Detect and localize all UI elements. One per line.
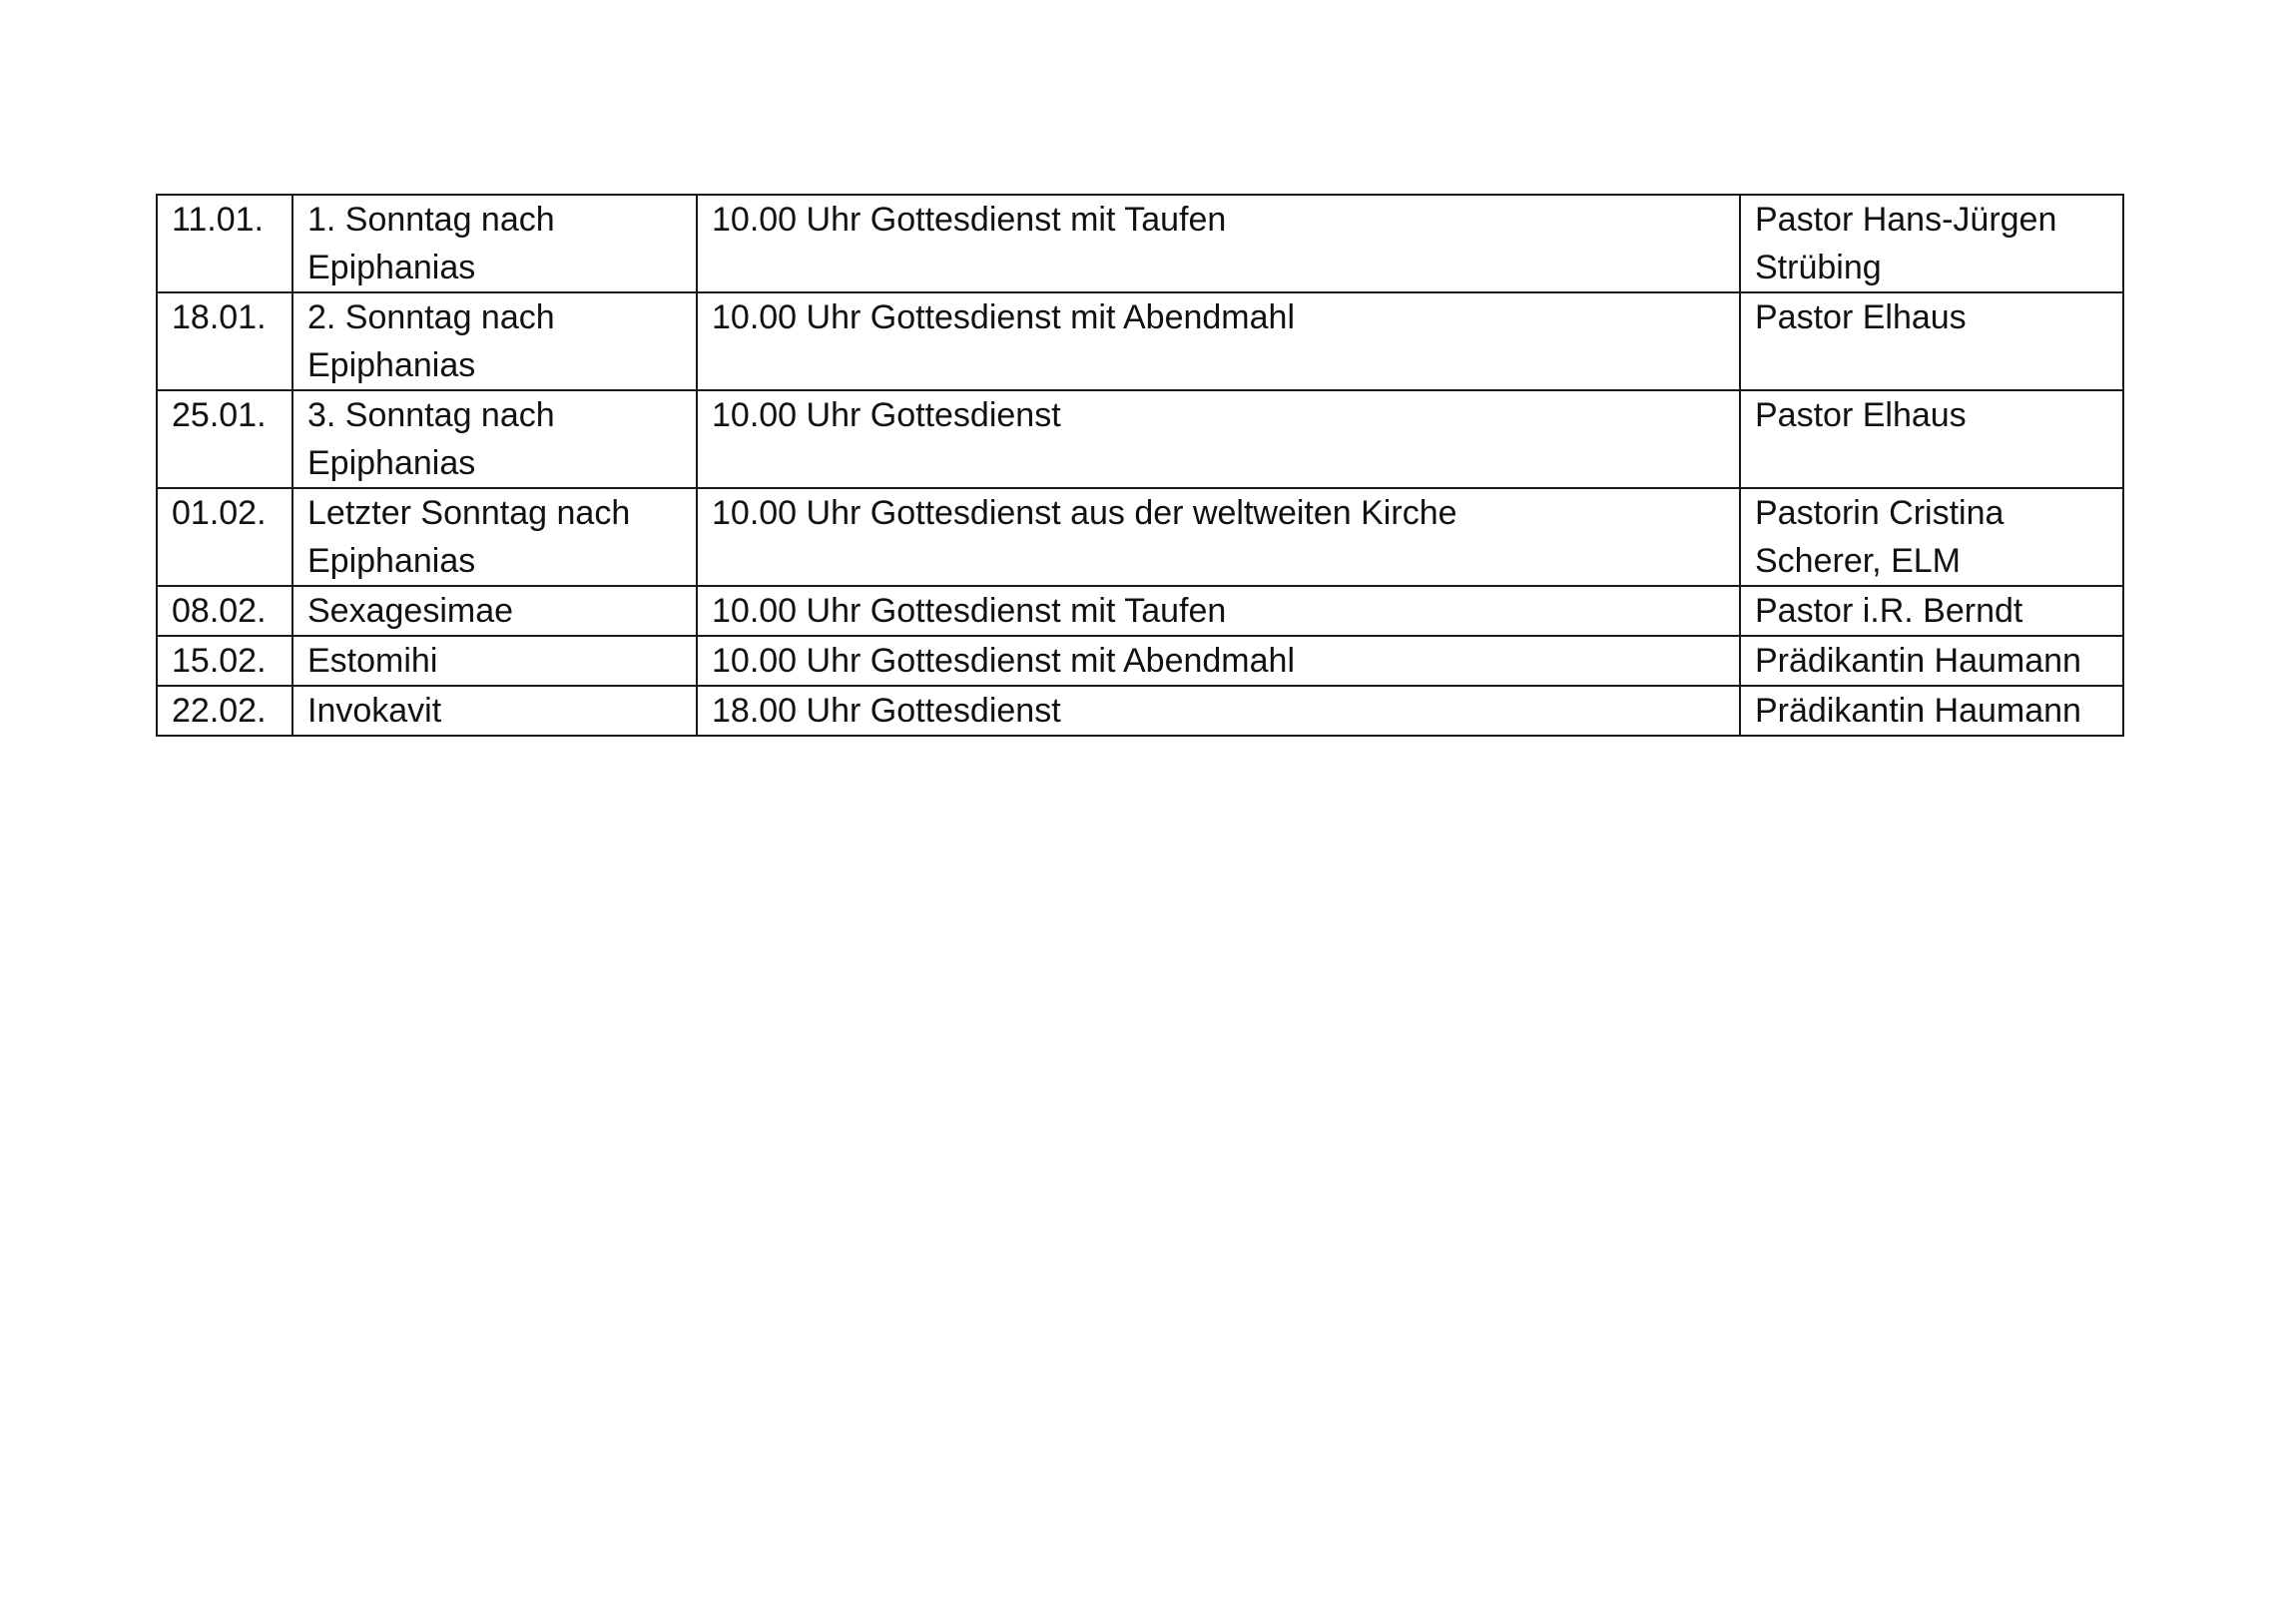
table-row xyxy=(157,195,2123,292)
sunday-name-cell: 1. Sonntag nach Epiphanias xyxy=(292,195,697,292)
service-cell: 18.00 Uhr Gottesdienst xyxy=(697,686,1740,736)
sunday-name-cell: 2. Sonntag nach Epiphanias xyxy=(292,292,697,390)
date-cell: 18.01. xyxy=(157,292,292,390)
service-cell: 10.00 Uhr Gottesdienst mit Abendmahl xyxy=(697,636,1740,686)
service-cell: 10.00 Uhr Gottesdienst xyxy=(697,390,1740,488)
pastor-cell: Pastor Elhaus xyxy=(1740,292,2123,390)
table-row xyxy=(157,390,2123,488)
date-cell: 25.01. xyxy=(157,390,292,488)
sunday-name-cell: 3. Sonntag nach Epiphanias xyxy=(292,390,697,488)
table-row xyxy=(157,636,2123,686)
sunday-name-cell: Estomihi xyxy=(292,636,697,686)
table-row xyxy=(157,686,2123,736)
service-cell: 10.00 Uhr Gottesdienst mit Taufen xyxy=(697,586,1740,636)
sunday-name-cell: Letzter Sonntag nach Epiphanias xyxy=(292,488,697,586)
date-cell: 22.02. xyxy=(157,686,292,736)
table-row xyxy=(157,586,2123,636)
table-row xyxy=(157,292,2123,390)
table-row xyxy=(157,488,2123,586)
date-cell: 01.02. xyxy=(157,488,292,586)
date-cell: 08.02. xyxy=(157,586,292,636)
pastor-cell: Prädikantin Haumann xyxy=(1740,636,2123,686)
pastor-cell: Prädikantin Haumann xyxy=(1740,686,2123,736)
pastor-cell: Pastorin Cristina Scherer, ELM xyxy=(1740,488,2123,586)
service-cell: 10.00 Uhr Gottesdienst mit Taufen xyxy=(697,195,1740,292)
date-cell: 11.01. xyxy=(157,195,292,292)
sunday-name-cell: Invokavit xyxy=(292,686,697,736)
service-cell: 10.00 Uhr Gottesdienst aus der weltweiten Kirche xyxy=(697,488,1740,586)
date-cell: 15.02. xyxy=(157,636,292,686)
pastor-cell: Pastor Elhaus xyxy=(1740,390,2123,488)
pastor-cell: Pastor i.R. Berndt xyxy=(1740,586,2123,636)
service-cell: 10.00 Uhr Gottesdienst mit Abendmahl xyxy=(697,292,1740,390)
pastor-cell: Pastor Hans-Jürgen Strübing xyxy=(1740,195,2123,292)
service-schedule-table xyxy=(156,194,2124,737)
sunday-name-cell: Sexagesimae xyxy=(292,586,697,636)
